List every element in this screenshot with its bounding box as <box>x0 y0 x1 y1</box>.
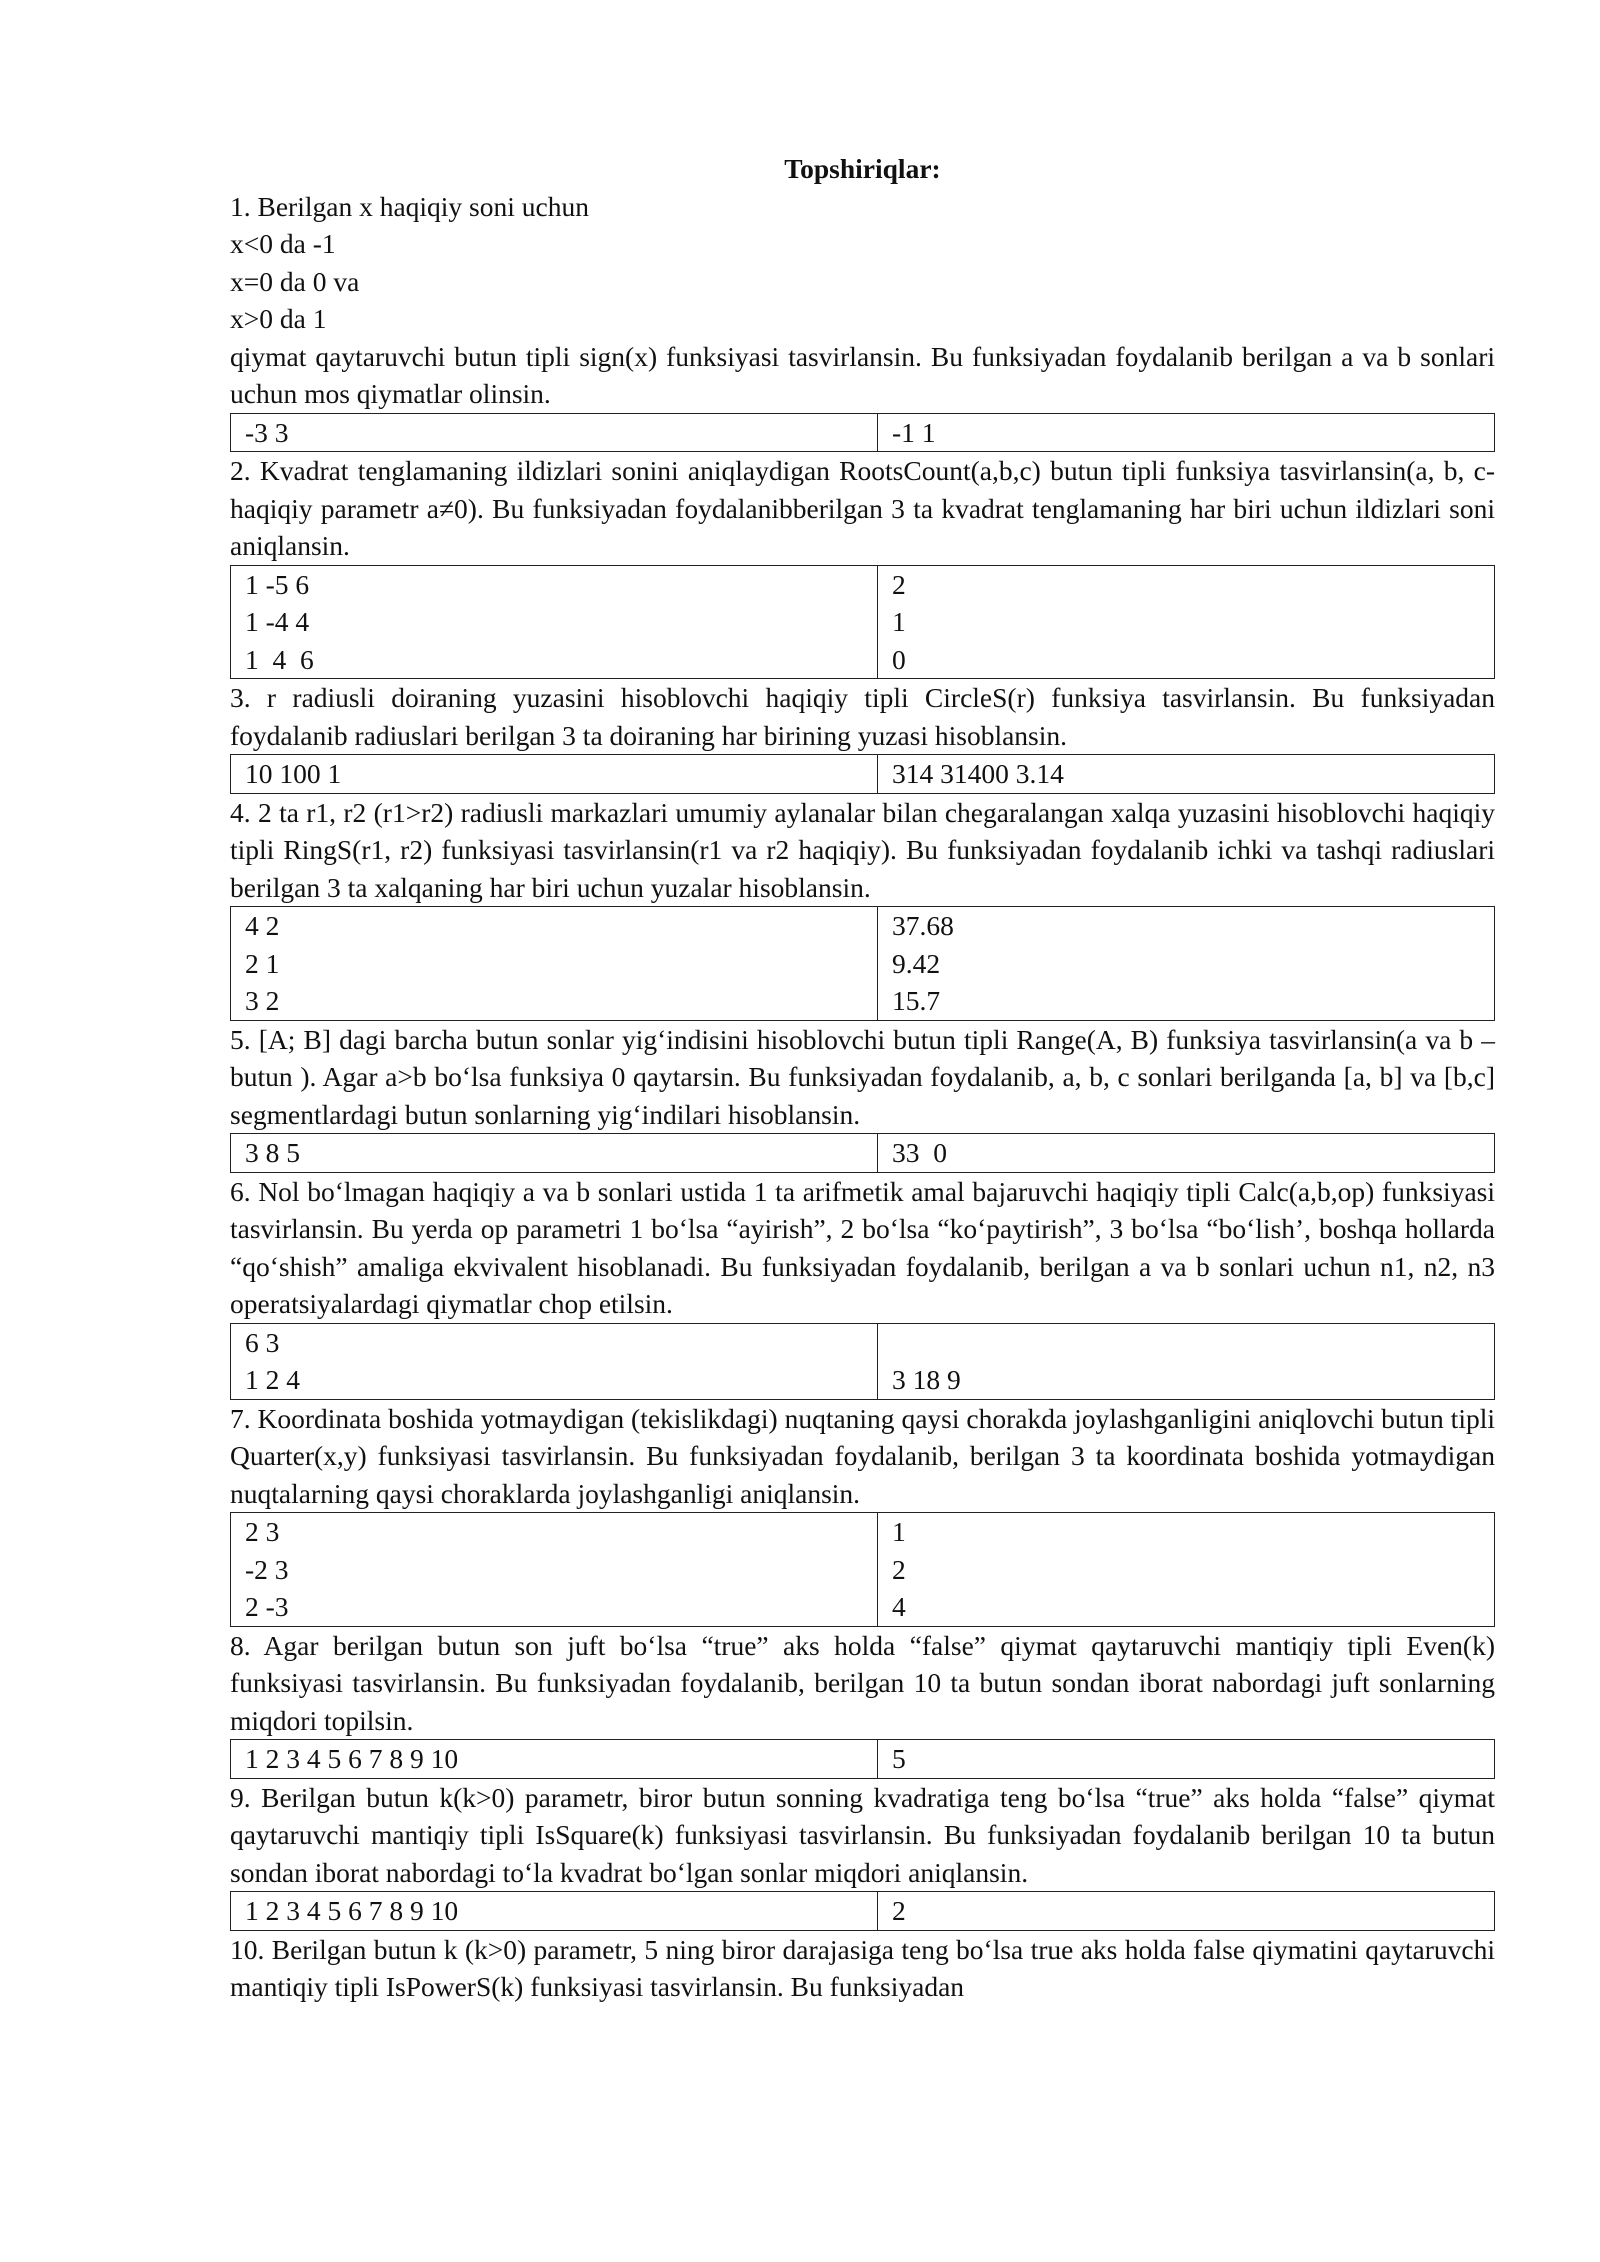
task-6 <box>230 1173 1495 1400</box>
task-8-example-table <box>230 1739 1495 1779</box>
task-4-output-line: 15.7 <box>892 985 941 1016</box>
task-4-example-table <box>230 906 1495 1021</box>
task-9-example-table <box>230 1891 1495 1931</box>
task-7-input-line: 2 -3 <box>245 1591 289 1622</box>
task-1-input-cell <box>231 413 878 452</box>
task-2-example-table <box>230 565 1495 680</box>
task-7-input-line: 2 3 <box>245 1516 280 1547</box>
task-6-input-cell <box>231 1323 878 1399</box>
task-6-text: 6. Nol bo‘lmagan haqiqiy a va b sonlari ustida 1 ta arifmetik amal bajaruvchi haqiqiy tipli Calc(a,b,op) funksiyasi tasvirlansin. Bu yerda op parametri 1 bo‘lsa “ayirish”, 2 bo‘lsa “ko‘paytirish”, 3 bo‘lsa “bo‘lish’, boshqa hollarda “qo‘shish” amaliga ekvivalent hisoblanadi. Bu funksiyadan foydalanib, berilgan a va b sonlari uchun n1, n2, n3 operatsiyalardagi qiymatlar chop etilsin. <box>230 1175 1495 1319</box>
task-6-example-table <box>230 1323 1495 1400</box>
task-7-output-cell <box>878 1513 1495 1627</box>
task-2-input-cell <box>231 565 878 679</box>
task-5-input-line: 3 8 5 <box>245 1137 300 1168</box>
task-4-input-line: 3 2 <box>245 985 280 1016</box>
task-8-input-cell <box>231 1740 878 1779</box>
task-8-output-line: 5 <box>892 1743 906 1774</box>
task-6-input-line: 6 3 <box>245 1326 280 1358</box>
task-10-text: 10. Berilgan butun k (k>0) parametr, 5 ning biror darajasiga teng bo‘lsa true aks holda false qiymatini qaytaruvchi mantiqiy tipli IsPowerS(k) funksiyasi tasvirlansin. Bu funksiyadan <box>230 1933 1495 2002</box>
task-4-input-line: 4 2 <box>245 910 280 941</box>
task-4-output-cell <box>878 907 1495 1021</box>
task-3-example-table <box>230 754 1495 794</box>
task-4-text: 4. 2 ta r1, r2 (r1>r2) radiusli markazlari umumiy aylanalar bilan chegaralangan xalqa yuzasini hisoblovchi haqiqiy tipli RingS(r1, r2) funksiyasi tasvirlansin(r1 va r2 haqiqiy). Bu funksiyadan foydalanib ichki va tashqi radiuslari berilgan 3 ta xalqaning har biri uchun yuzalar hisoblansin. <box>230 796 1495 903</box>
task-2 <box>230 452 1495 679</box>
task-3-input-line: 10 100 1 <box>245 758 342 789</box>
task-5-output-line: 33 0 <box>892 1137 947 1168</box>
task-1-intro: 1. Berilgan x haqiqiy soni uchun <box>230 190 589 222</box>
task-9-output-cell <box>878 1892 1495 1931</box>
task-3-output-line: 314 31400 3.14 <box>892 758 1064 789</box>
task-1-condition-1: x<0 da -1 <box>230 228 336 259</box>
task-1 <box>230 188 1495 453</box>
task-2-output-line: 2 <box>892 568 906 600</box>
task-8-input-line: 1 2 3 4 5 6 7 8 9 10 <box>245 1743 459 1774</box>
task-1-output-line: -1 1 <box>892 416 936 448</box>
task-1-text: qiymat qaytaruvchi butun tipli sign(x) funksiyasi tasvirlansin. Bu funksiyadan foydalanib berilgan a va b sonlari uchun mos qiymatlar olinsin. <box>230 340 1495 409</box>
task-5 <box>230 1021 1495 1173</box>
task-7-output-line: 4 <box>892 1591 906 1622</box>
task-4 <box>230 794 1495 1021</box>
task-4-output-line: 37.68 <box>892 910 954 941</box>
task-4-input-cell <box>231 907 878 1021</box>
task-1-condition-3: x>0 da 1 <box>230 303 327 334</box>
task-5-output-cell <box>878 1134 1495 1173</box>
task-1-condition-2: x=0 da 0 va <box>230 265 360 297</box>
task-2-output-line: 0 <box>892 643 906 675</box>
task-8 <box>230 1627 1495 1779</box>
task-6-output-line: 3 18 9 <box>892 1364 961 1395</box>
task-7-output-line: 2 <box>892 1553 906 1585</box>
task-9-text: 9. Berilgan butun k(k>0) parametr, biror butun sonning kvadratiga teng bo‘lsa “true” aks holda “false” qiymat qaytaruvchi mantiqiy tipli IsSquare(k) funksiyasi tasvirlansin. Bu funksiyadan foydalanib berilgan 10 ta butun sondan iborat nabordagi to‘la kvadrat bo‘lgan sonlar miqdori aniqlansin. <box>230 1781 1495 1888</box>
task-3-text: 3. r radiusli doiraning yuzasini hisoblovchi haqiqiy tipli CircleS(r) funksiya tasvirlansin. Bu funksiyadan foydalanib radiuslari berilgan 3 ta doiraning har birining yuzasi hisoblansin. <box>230 682 1495 751</box>
task-3 <box>230 679 1495 794</box>
task-5-input-cell <box>231 1134 878 1173</box>
task-3-output-cell <box>878 755 1495 794</box>
task-9-input-line: 1 2 3 4 5 6 7 8 9 10 <box>245 1895 459 1926</box>
task-8-text: 8. Agar berilgan butun son juft bo‘lsa “true” aks holda “false” qiymat qaytaruvchi mantiqiy tipli Even(k) funksiyasi tasvirlansin. Bu funksiyadan foydalanib, berilgan 10 ta butun sondan iborat nabordagi juft sonlarning miqdori topilsin. <box>230 1629 1495 1736</box>
task-6-input-line: 1 2 4 <box>245 1364 300 1395</box>
task-1-example-table <box>230 413 1495 453</box>
task-9-output-line: 2 <box>892 1895 906 1926</box>
task-10 <box>230 1931 1495 2006</box>
document-page <box>230 150 1495 2006</box>
page-title: Topshiriqlar: <box>784 153 941 184</box>
task-1-input-line: -3 3 <box>245 416 289 448</box>
task-7-output-line: 1 <box>892 1516 906 1547</box>
task-9 <box>230 1779 1495 1931</box>
task-7-input-line: -2 3 <box>245 1553 289 1585</box>
task-5-example-table <box>230 1133 1495 1173</box>
task-6-output-cell <box>878 1323 1495 1399</box>
task-7-example-table <box>230 1512 1495 1627</box>
task-7 <box>230 1400 1495 1627</box>
task-2-input-line: 1 4 6 <box>245 643 314 675</box>
task-9-input-cell <box>231 1892 878 1931</box>
task-2-output-cell <box>878 565 1495 679</box>
task-4-input-line: 2 1 <box>245 947 280 979</box>
task-7-text: 7. Koordinata boshida yotmaydigan (tekislikdagi) nuqtaning qaysi chorakda joylashganligini aniqlovchi butun tipli Quarter(x,y) funksiyasi tasvirlansin. Bu funksiyadan foydalanib, berilgan 3 ta koordinata boshida yotmaydigan nuqtalarning qaysi choraklarda joylashganligi aniqlansin. <box>230 1402 1495 1509</box>
task-2-output-line: 1 <box>892 606 906 637</box>
task-8-output-cell <box>878 1740 1495 1779</box>
task-2-input-line: 1 -5 6 <box>245 568 310 600</box>
task-1-output-cell <box>878 413 1495 452</box>
task-5-text: 5. [A; B] dagi barcha butun sonlar yig‘indisini hisoblovchi butun tipli Range(A, B) funksiya tasvirlansin(a va b – butun ). Agar a>b bo‘lsa funksiya 0 qaytarsin. Bu funksiyadan foydalanib, a, b, c sonlari berilganda [a, b] va [b,c] segmentlardagi butun sonlarning yig‘indilari hisoblansin. <box>230 1023 1495 1130</box>
task-4-output-line: 9.42 <box>892 947 941 979</box>
task-2-text: 2. Kvadrat tenglamaning ildizlari sonini aniqlaydigan RootsCount(a,b,c) butun tipli funksiya tasvirlansin(a, b, c- haqiqiy parametr a≠0). Bu funksiyadan foydalanibberilgan 3 ta kvadrat tenglamaning har biri uchun ildizlari soni aniqlansin. <box>230 455 1495 561</box>
task-3-input-cell <box>231 755 878 794</box>
task-7-input-cell <box>231 1513 878 1627</box>
task-2-input-line: 1 -4 4 <box>245 606 310 637</box>
